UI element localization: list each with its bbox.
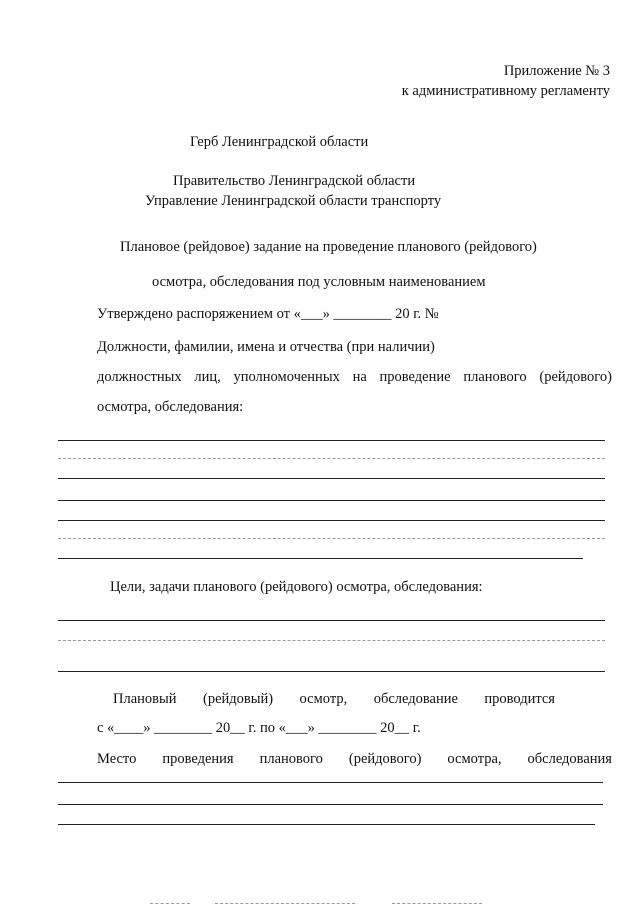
- officials-word: проведение: [379, 369, 451, 385]
- fill-line[interactable]: [58, 804, 603, 805]
- fill-line[interactable]: [58, 782, 603, 783]
- location-word: обследования: [527, 751, 612, 767]
- location-word: (рейдового): [348, 751, 422, 767]
- fill-line[interactable]: [58, 500, 605, 501]
- regulation-reference: к административному регламенту: [401, 83, 610, 99]
- location-word: проведения: [162, 751, 234, 767]
- officials-heading: Должности, фамилии, имена и отчества (при наличии): [97, 339, 435, 355]
- department-name: Управление Ленинградской области транспорту: [145, 193, 442, 209]
- officials-word: (рейдового): [539, 369, 612, 385]
- officials-word: на: [352, 369, 367, 385]
- fill-guide: [58, 538, 605, 539]
- fill-line[interactable]: [58, 671, 605, 672]
- officials-line-3: осмотра, обследования:: [97, 399, 244, 415]
- emblem-caption: Герб Ленинградской области: [190, 134, 369, 150]
- location-line: [97, 750, 612, 768]
- fill-line[interactable]: [58, 558, 583, 559]
- location-word: планового: [259, 751, 323, 767]
- conduct-word: проводится: [484, 691, 555, 707]
- conduct-line-1: [113, 690, 555, 708]
- fill-line[interactable]: [58, 440, 605, 441]
- officials-word: должностных: [97, 369, 182, 385]
- fill-line[interactable]: [58, 478, 605, 479]
- officials-line-2: [97, 368, 612, 386]
- location-word: осмотра,: [447, 751, 502, 767]
- appendix-number: Приложение № 3: [503, 63, 610, 79]
- goals-heading: Цели, задачи планового (рейдового) осмотра, обследования:: [110, 579, 483, 595]
- fill-line[interactable]: [58, 620, 605, 621]
- conduct-word: (рейдовый): [202, 691, 274, 707]
- task-title-line-1: Плановое (рейдовое) задание на проведение планового (рейдового): [120, 239, 537, 255]
- page-edge-mark: [392, 903, 482, 904]
- officials-word: планового: [463, 369, 527, 385]
- page-edge-mark: [215, 903, 355, 904]
- fill-guide: [58, 458, 605, 459]
- conduct-word: Плановый: [113, 691, 177, 707]
- officials-word: лиц,: [194, 369, 221, 385]
- conduct-dates: с «____» ________ 20__ г. по «___» ________ 20__ г.: [97, 720, 421, 736]
- officials-word: уполномоченных: [233, 369, 340, 385]
- conduct-word: осмотр,: [299, 691, 348, 707]
- fill-line[interactable]: [58, 824, 595, 825]
- location-word: Место: [97, 751, 137, 767]
- fill-line[interactable]: [58, 520, 605, 521]
- page-edge-mark: [150, 903, 190, 904]
- approval-line: Утверждено распоряжением от «___» ________ 20 г. №: [97, 306, 439, 322]
- fill-guide: [58, 640, 605, 641]
- government-name: Правительство Ленинградской области: [173, 173, 416, 189]
- conduct-word: обследование: [373, 691, 458, 707]
- task-title-line-2: осмотра, обследования под условным наименованием: [152, 274, 486, 290]
